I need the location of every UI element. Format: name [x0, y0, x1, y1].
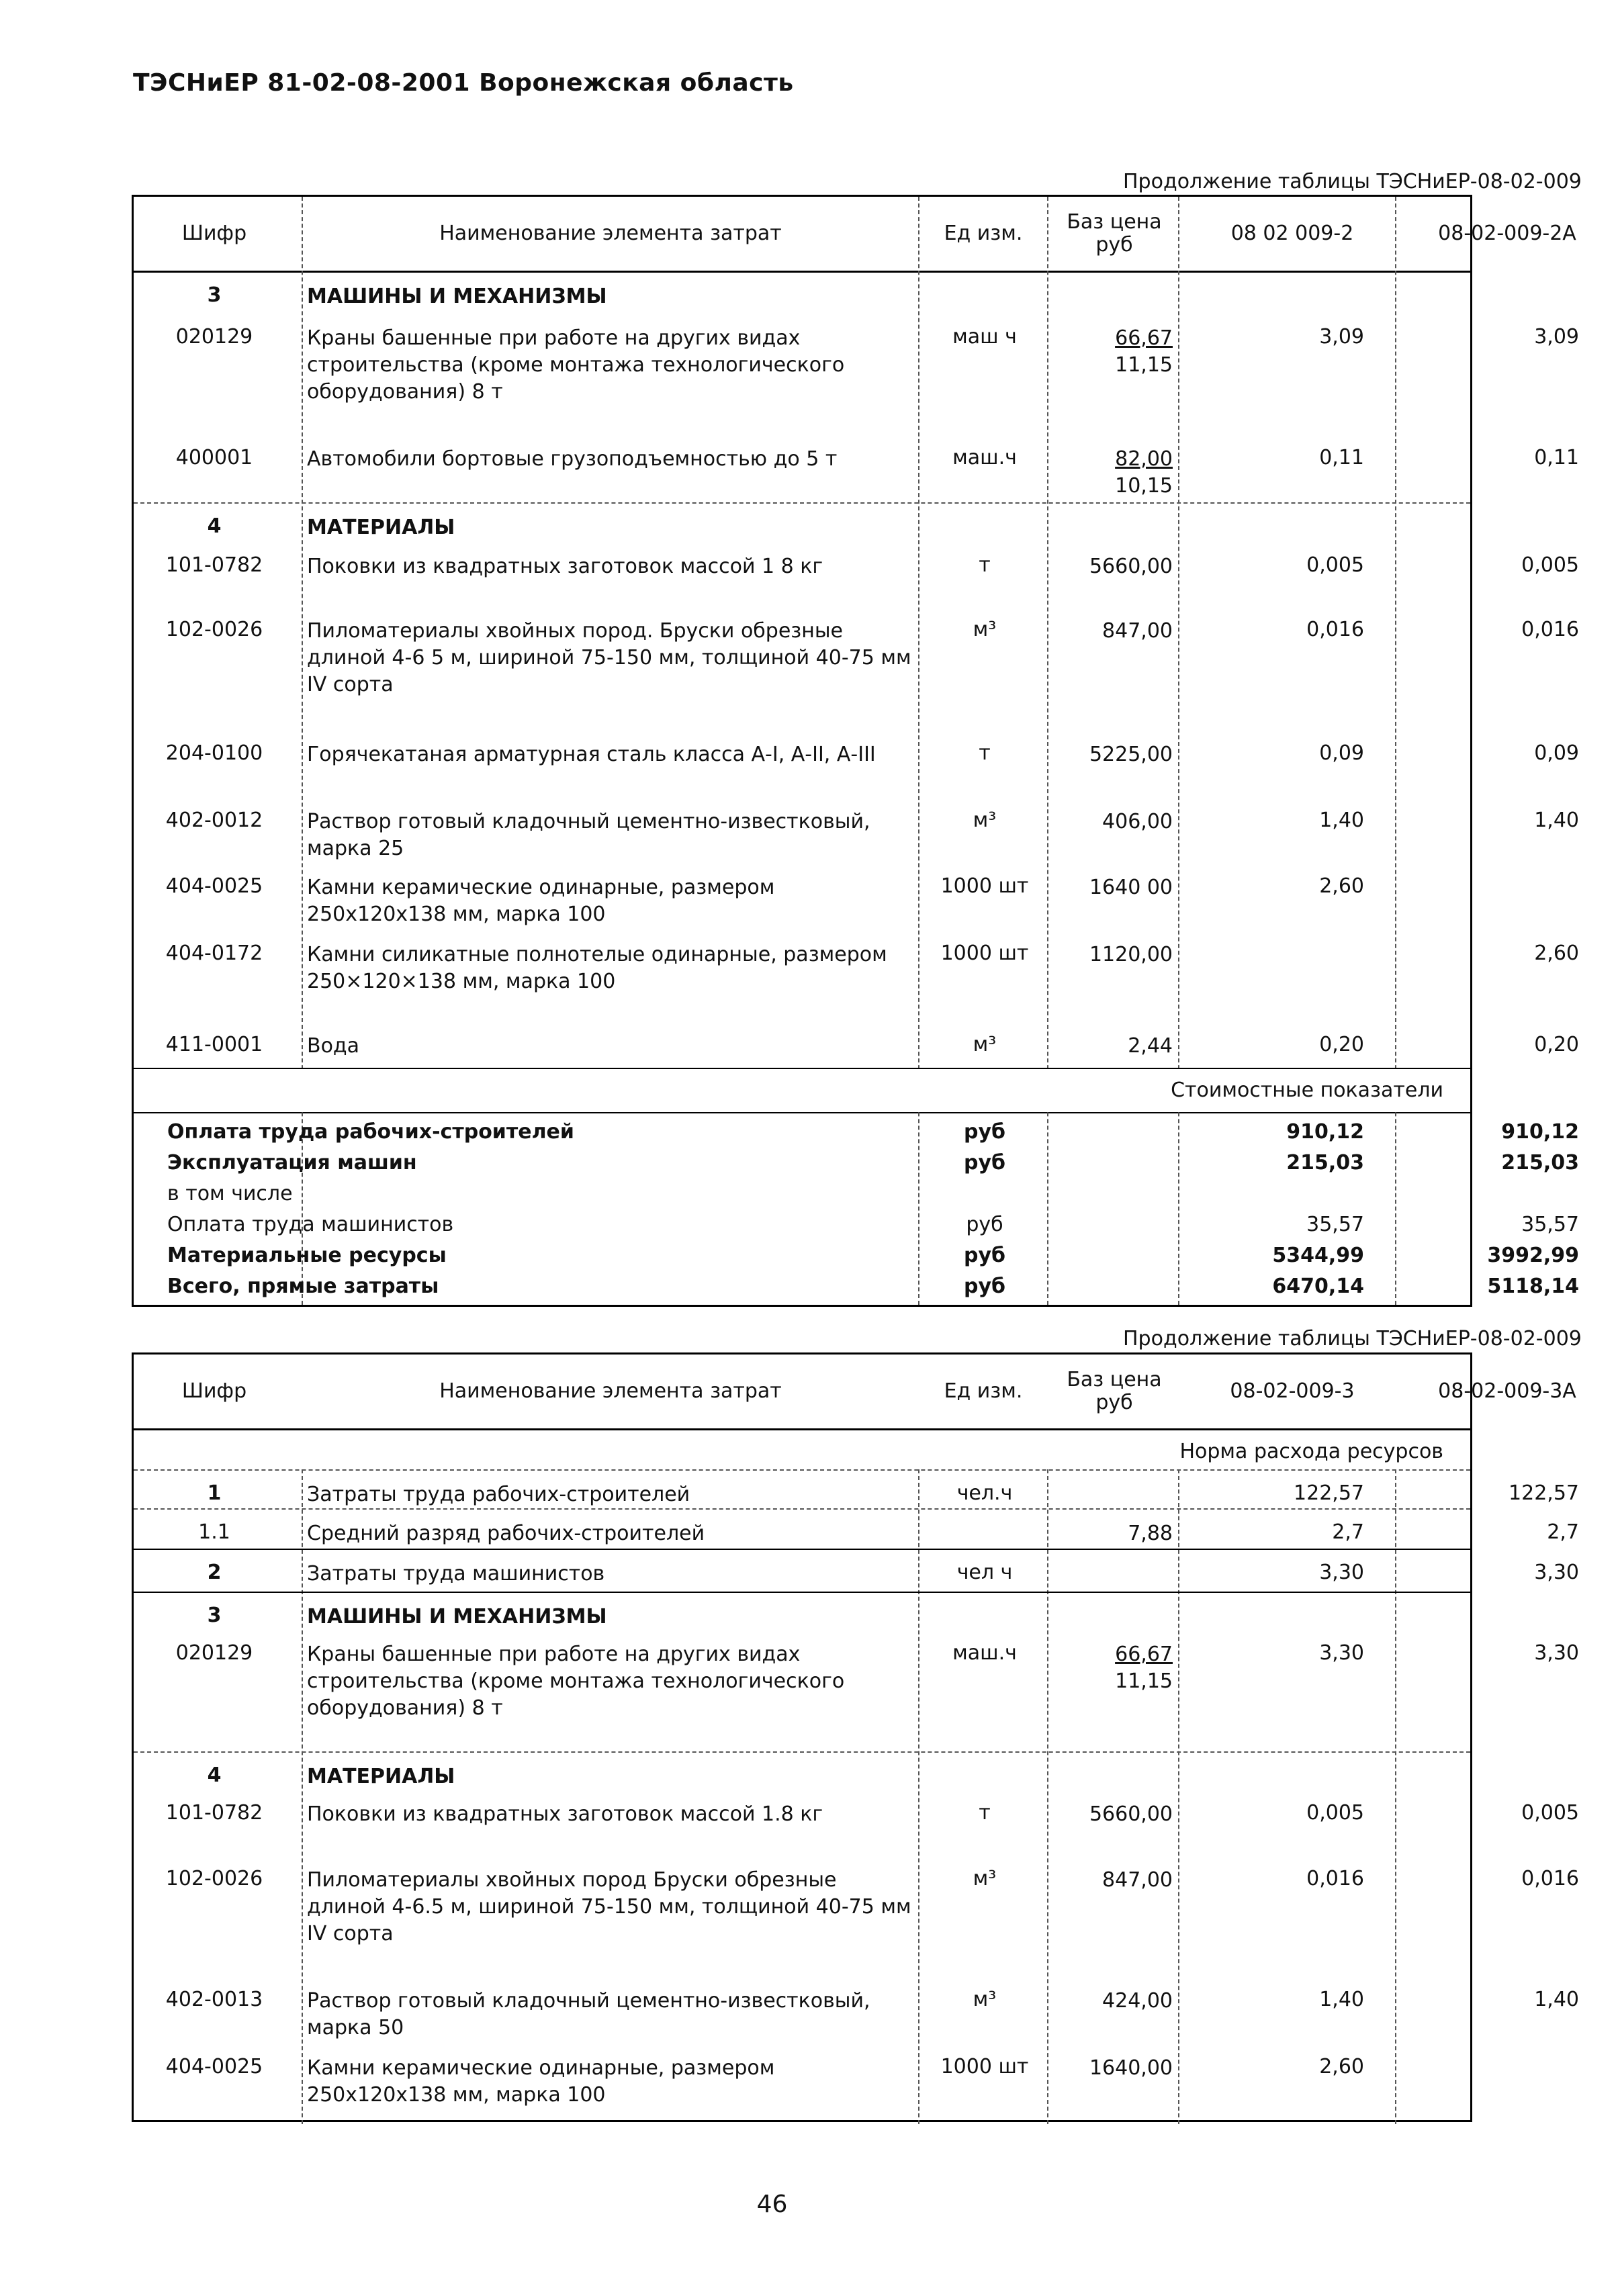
row-name: Автомобили бортовые грузоподъемностью до 5 т	[307, 447, 838, 471]
summary-value-2: 215,03	[1501, 1151, 1579, 1175]
row-code: 1.1	[198, 1520, 230, 1544]
row-unit: т	[979, 741, 991, 765]
row-price: 5225,00	[1089, 743, 1173, 766]
table-row	[134, 502, 1470, 543]
row-code: 4	[207, 514, 222, 538]
row-value-2: 0,005	[1521, 1801, 1579, 1825]
row-name: Камни керамические одинарные, размером 250х120х138 мм, марка 100	[307, 2056, 775, 2107]
row-name: Вода	[307, 1034, 360, 1058]
row-unit: м³	[973, 809, 997, 832]
row-value-1: 0,016	[1306, 1867, 1364, 1890]
column-header-code: Шифр	[181, 221, 247, 245]
page-number: 46	[756, 2191, 788, 2218]
row-value-2: 2,7	[1547, 1520, 1579, 1544]
row-code: 101-0782	[165, 553, 263, 577]
summary-row	[134, 1268, 1579, 1299]
summary-value-1: 910,12	[1286, 1120, 1364, 1144]
summary-row	[134, 1144, 1579, 1175]
row-unit: т	[979, 1801, 991, 1825]
row-unit: 1000 шт	[940, 942, 1029, 965]
row-value-2: 3,30	[1534, 1641, 1579, 1665]
table1-body	[134, 273, 1579, 1068]
table2-header	[134, 1354, 1576, 1430]
summary-unit: руб	[964, 1275, 1005, 1298]
row-value-2: 0,005	[1521, 553, 1579, 577]
row-value-1: 0,005	[1306, 553, 1364, 577]
row-value-1: 3,30	[1319, 1641, 1364, 1665]
row-code: 411-0001	[165, 1033, 263, 1056]
row-name: Средний разряд рабочих-строителей	[307, 1522, 705, 1545]
table-row	[134, 1751, 1470, 1790]
summary-value-1: 35,57	[1306, 1213, 1364, 1236]
row-value-1: 1,40	[1319, 809, 1364, 832]
summary-unit: руб	[966, 1213, 1003, 1236]
summary-value-1: 6470,14	[1272, 1275, 1364, 1298]
row-name: Раствор готовый кладочный цементно-известковый, марка 50	[307, 1989, 870, 2039]
row-value-2: 0,11	[1534, 446, 1579, 469]
row-name: Затраты труда рабочих-строителей	[307, 1483, 690, 1506]
row-value-2: 1,40	[1534, 1988, 1579, 2011]
row-value-2: 122,57	[1509, 1481, 1579, 1505]
row-code: 402-0012	[165, 809, 263, 832]
row-value-2: 2,60	[1534, 942, 1579, 965]
summary-label: Эксплуатация машин	[167, 1151, 417, 1175]
row-name: Горячекатаная арматурная сталь класса А-I, А-II, А-III	[307, 743, 876, 766]
row-code: 404-0172	[165, 942, 263, 965]
row-unit: чел.ч	[956, 1481, 1013, 1505]
row-unit: т	[979, 553, 991, 577]
row-value-2: 1,40	[1534, 809, 1579, 832]
column-header-rate-1: 08 02 009-2	[1230, 221, 1354, 245]
row-code: 020129	[175, 1641, 253, 1665]
row-code: 4	[207, 1763, 222, 1787]
row-code: 3	[207, 283, 222, 307]
row-value-1: 0,005	[1306, 1801, 1364, 1825]
table-row	[134, 1856, 1579, 1977]
row-unit: м³	[973, 1033, 997, 1056]
row-unit: маш ч	[952, 325, 1017, 349]
norm-header	[134, 1430, 1470, 1469]
row-name: Камни силикатные полнотелые одинарные, размером 250×120×138 мм, марка 100	[307, 943, 887, 993]
resource-table-2	[132, 1352, 1579, 2122]
summary-value-2: 3992,99	[1487, 1244, 1579, 1267]
row-name: Краны башенные при работе на других видах строительства (кроме монтажа технологического оборудования) 8 т	[307, 326, 845, 404]
row-price: 847,00	[1102, 619, 1173, 643]
row-price: 82,00 10,15	[1115, 447, 1173, 498]
row-name: МАТЕРИАЛЫ	[307, 516, 455, 539]
table-row	[134, 931, 1579, 1022]
row-unit: м³	[973, 618, 997, 641]
row-price: 406,00	[1102, 810, 1173, 833]
row-name: Поковки из квадратных заготовок массой 1 8 кг	[307, 555, 823, 578]
table2-body	[134, 1469, 1579, 2124]
row-price: 66,67 11,15	[1115, 326, 1173, 377]
row-unit: м³	[973, 1867, 997, 1890]
table-row	[134, 731, 1579, 798]
summary-unit: руб	[964, 1151, 1005, 1175]
column-header-unit: Ед изм.	[944, 221, 1023, 245]
row-name: МАТЕРИАЛЫ	[307, 1765, 455, 1788]
table1-summary	[134, 1112, 1579, 1299]
row-code: 020129	[175, 325, 253, 349]
table-row	[134, 2044, 1470, 2110]
table-row	[134, 1508, 1579, 1549]
row-code: 102-0026	[165, 1867, 263, 1890]
row-code: 102-0026	[165, 618, 263, 641]
row-name: Камни керамические одинарные, размером 250х120х138 мм, марка 100	[307, 876, 775, 926]
table2-caption: Продолжение таблицы ТЭСНиЕР-08-02-009	[1123, 1327, 1582, 1350]
row-price: 7,88	[1128, 1522, 1173, 1545]
summary-row	[134, 1206, 1579, 1237]
column-header-price: Баз цена руб	[1067, 210, 1162, 257]
row-name: Краны башенные при работе на других видах строительства (кроме монтажа технологического оборудования) 8 т	[307, 1643, 845, 1720]
row-unit: маш.ч	[952, 1641, 1017, 1665]
row-value-1: 0,09	[1319, 741, 1364, 765]
table-row	[134, 607, 1579, 731]
row-name: МАШИНЫ И МЕХАНИЗМЫ	[307, 1605, 607, 1628]
summary-label: Всего, прямые затраты	[167, 1275, 439, 1298]
table1-header	[134, 197, 1576, 273]
row-value-2: 0,016	[1521, 1867, 1579, 1890]
row-code: 1	[207, 1481, 222, 1505]
column-header-unit: Ед изм.	[944, 1379, 1023, 1403]
row-unit: маш.ч	[952, 446, 1017, 469]
row-code: 404-0025	[165, 2055, 263, 2078]
row-price: 1640,00	[1089, 2056, 1173, 2080]
cost-indicators-label: Стоимостные показатели	[1171, 1078, 1443, 1102]
row-value-2: 0,09	[1534, 741, 1579, 765]
resource-table-1	[132, 195, 1579, 1307]
summary-row	[134, 1113, 1579, 1144]
row-value-2: 0,016	[1521, 618, 1579, 641]
summary-value-1: 215,03	[1286, 1151, 1364, 1175]
summary-row	[134, 1237, 1579, 1268]
table-row	[134, 1022, 1579, 1068]
summary-label: Материальные ресурсы	[167, 1244, 447, 1267]
row-value-1: 0,11	[1319, 446, 1364, 469]
column-header-rate-2: 08-02-009-2А	[1438, 221, 1576, 245]
summary-value-2: 5118,14	[1487, 1275, 1579, 1298]
table-row	[134, 435, 1579, 502]
row-unit: 1000 шт	[940, 874, 1029, 898]
row-price: 424,00	[1102, 1989, 1173, 2013]
document-title: ТЭСНиЕР 81-02-08-2001 Воронежская область	[133, 69, 794, 97]
row-unit: м³	[973, 1988, 997, 2011]
row-value-1: 122,57	[1294, 1481, 1364, 1505]
row-price: 5660,00	[1089, 555, 1173, 578]
column-header-code: Шифр	[181, 1379, 247, 1403]
column-header-price: Баз цена руб	[1067, 1367, 1162, 1414]
row-value-2: 3,09	[1534, 325, 1579, 349]
summary-value-2: 35,57	[1521, 1213, 1579, 1236]
row-code: 404-0025	[165, 874, 263, 898]
row-price: 1640 00	[1089, 876, 1173, 899]
cost-indicators-header	[134, 1068, 1470, 1112]
row-value-1: 0,20	[1319, 1033, 1364, 1056]
row-code: 402-0013	[165, 1988, 263, 2011]
row-price: 1120,00	[1089, 943, 1173, 966]
row-price: 847,00	[1102, 1868, 1173, 1892]
row-price: 66,67 11,15	[1115, 1643, 1173, 1693]
summary-unit: руб	[964, 1244, 1005, 1267]
row-value-1: 0,016	[1306, 618, 1364, 641]
table-row	[134, 1790, 1579, 1856]
row-value-1: 2,7	[1332, 1520, 1364, 1544]
table-row	[134, 1977, 1579, 2044]
summary-value-2: 910,12	[1501, 1120, 1579, 1144]
column-header-name: Наименование элемента затрат	[439, 221, 782, 245]
row-code: 2	[207, 1561, 222, 1584]
norm-label: Норма расхода ресурсов	[1179, 1440, 1443, 1463]
summary-label: Оплата труда машинистов	[167, 1213, 454, 1236]
summary-unit: руб	[964, 1120, 1005, 1144]
summary-label: Оплата труда рабочих-строителей	[167, 1120, 574, 1144]
table-row	[134, 1592, 1470, 1631]
row-name: Затраты труда машинистов	[307, 1562, 605, 1586]
column-header-rate-1: 08-02-009-3	[1230, 1379, 1355, 1403]
column-header-name: Наименование элемента затрат	[439, 1379, 782, 1403]
row-name: Пиломатериалы хвойных пород. Бруски обрезные длиной 4-6 5 м, шириной 75-150 мм, толщиной 40-75 мм IV сорта	[307, 619, 911, 696]
summary-label: в том числе	[167, 1182, 293, 1205]
table1-caption: Продолжение таблицы ТЭСНиЕР-08-02-009	[1123, 170, 1582, 193]
row-name: Пиломатериалы хвойных пород Бруски обрезные длиной 4-6.5 м, шириной 75-150 мм, толщиной 40-75 мм IV сорта	[307, 1868, 911, 1945]
row-name: Раствор готовый кладочный цементно-известковый, марка 25	[307, 810, 870, 860]
table-row	[134, 273, 1470, 314]
table-row	[134, 1631, 1579, 1751]
row-name: Поковки из квадратных заготовок массой 1.8 кг	[307, 1802, 823, 1826]
column-header-rate-2: 08-02-009-3А	[1438, 1379, 1576, 1403]
row-unit: 1000 шт	[940, 2055, 1029, 2078]
table-row	[134, 1549, 1579, 1592]
table-row	[134, 314, 1579, 435]
row-price: 2,44	[1128, 1034, 1173, 1058]
table-row	[134, 1469, 1579, 1508]
row-code: 204-0100	[165, 741, 263, 765]
row-name: МАШИНЫ И МЕХАНИЗМЫ	[307, 285, 607, 308]
row-code: 400001	[175, 446, 253, 469]
table-row	[134, 543, 1579, 607]
row-value-1: 3,30	[1319, 1561, 1364, 1584]
row-value-2: 0,20	[1534, 1033, 1579, 1056]
row-price: 5660,00	[1089, 1802, 1173, 1826]
table-row	[134, 864, 1470, 931]
row-value-1: 2,60	[1319, 2055, 1364, 2078]
row-code: 101-0782	[165, 1801, 263, 1825]
table-row	[134, 798, 1579, 864]
row-value-1: 3,09	[1319, 325, 1364, 349]
summary-row	[134, 1175, 1470, 1206]
row-code: 3	[207, 1604, 222, 1627]
row-value-1: 1,40	[1319, 1988, 1364, 2011]
row-value-2: 3,30	[1534, 1561, 1579, 1584]
summary-value-1: 5344,99	[1272, 1244, 1364, 1267]
row-unit: чел ч	[956, 1561, 1013, 1584]
row-value-1: 2,60	[1319, 874, 1364, 898]
